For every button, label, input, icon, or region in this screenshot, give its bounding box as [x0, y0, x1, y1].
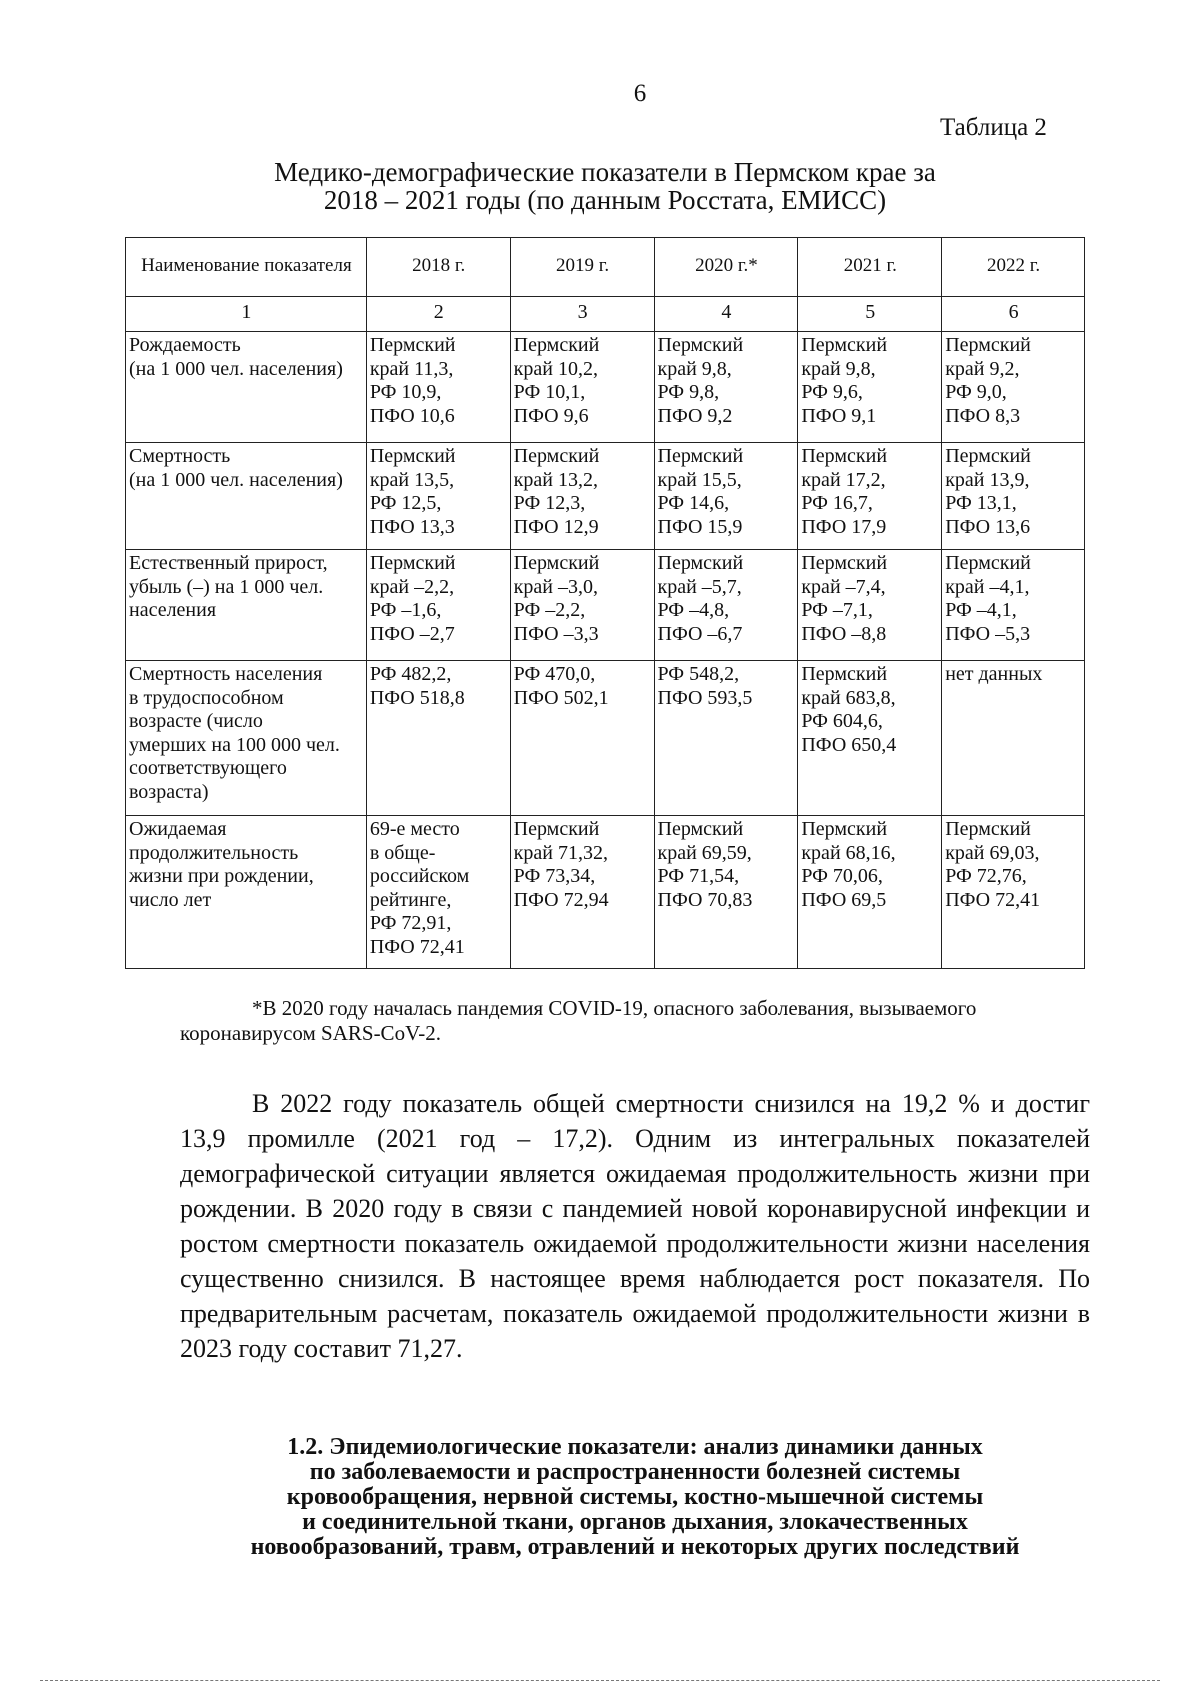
table-cell	[366, 443, 510, 550]
table-cell	[654, 332, 798, 443]
cell-line: ПФО 9,1	[801, 404, 877, 427]
cell-line: ПФО 9,6	[513, 404, 589, 427]
cell-line: Пермский	[513, 552, 600, 574]
cell-line: Смертность населения	[129, 663, 323, 685]
heading-line: новообразований, травм, отравлений и некоторых других последствий	[250, 1534, 1020, 1560]
table-cell	[654, 550, 798, 661]
cell-line: РФ 9,0,	[945, 381, 1007, 403]
table-row	[126, 443, 1085, 550]
table-row	[126, 550, 1085, 661]
cell-line: ПФО 17,9	[801, 515, 887, 538]
cell-line: ПФО –6,7	[657, 622, 743, 645]
cell-line: продолжительность	[129, 841, 299, 864]
cell-line: возраста)	[129, 780, 209, 803]
row-name	[126, 816, 367, 969]
cell-line: край –2,2,	[369, 575, 455, 598]
cell-line: Рождаемость	[129, 334, 241, 356]
cell-line: РФ 604,6,	[801, 710, 883, 732]
cell-line: РФ –4,8,	[657, 599, 730, 621]
cell-line: край 69,03,	[945, 841, 1040, 864]
cell-line: РФ –1,6,	[369, 599, 442, 621]
cell-line: РФ 71,54,	[657, 865, 740, 887]
table-cell	[366, 661, 510, 816]
cell-line: ПФО –2,7	[369, 622, 455, 645]
cell-line: Пермский	[369, 334, 456, 356]
cell-line: край 9,2,	[945, 357, 1020, 380]
cell-line: РФ –2,2,	[513, 599, 586, 621]
cell-line: нет данных	[945, 663, 1043, 685]
cell-line: край –4,1,	[945, 575, 1030, 598]
table-label: Таблица 2	[940, 114, 1047, 141]
cell-line: край 17,2,	[801, 468, 886, 491]
table-cell	[510, 661, 654, 816]
cell-line: Пермский	[513, 818, 600, 840]
table-cell	[798, 550, 942, 661]
cell-line: РФ 12,3,	[513, 492, 586, 514]
cell-line: Пермский	[945, 552, 1031, 574]
cell-line: в обще-	[369, 841, 436, 864]
table-row	[126, 816, 1085, 969]
cell-line: Ожидаемая	[129, 818, 227, 840]
table-row	[126, 332, 1085, 443]
table-cell	[366, 550, 510, 661]
cell-line: умерших на 100 000 чел.	[129, 733, 340, 756]
cell-line: РФ 16,7,	[801, 492, 873, 514]
cell-line: Пермский	[945, 334, 1031, 356]
cell-line: Пермский	[657, 818, 744, 840]
cell-line: край 10,2,	[513, 357, 598, 380]
header-year-2020: 2020 г.*	[654, 238, 798, 297]
cell-line: рейтинге,	[369, 888, 452, 911]
cell-line: возрасте (число	[129, 710, 263, 732]
table-cell	[798, 332, 942, 443]
table-cell	[654, 443, 798, 550]
heading-line: и соединительной ткани, органов дыхания, злокачественных	[302, 1509, 968, 1535]
cell-line: Пермский	[945, 818, 1031, 840]
cell-line: РФ 14,6,	[657, 492, 730, 514]
table-cell	[942, 332, 1085, 443]
column-number: 1	[126, 297, 367, 332]
cell-line: Пермский	[801, 445, 888, 467]
cell-line: край 9,8,	[801, 357, 876, 380]
table-cell	[942, 816, 1085, 969]
row-name	[126, 332, 367, 443]
cell-line: ПФО 518,8	[369, 686, 465, 709]
table-cell	[510, 332, 654, 443]
header-year-2019: 2019 г.	[510, 238, 654, 297]
header-year-2018: 2018 г.	[366, 238, 510, 297]
cell-line: Естественный прирост,	[129, 552, 328, 574]
cell-line: ПФО 69,5	[801, 888, 887, 911]
table-cell	[798, 443, 942, 550]
cell-line: населения	[129, 599, 217, 621]
cell-line: Пермский	[945, 445, 1031, 467]
table-footnote: *В 2020 году началась пандемия COVID-19, опасного заболевания, вызываемого коронавирусом SARS-CoV-2.	[180, 996, 977, 1045]
cell-line: край 69,59,	[657, 841, 752, 864]
cell-line: РФ 9,8,	[657, 381, 720, 403]
cell-line: край 13,5,	[369, 468, 455, 491]
cell-line: Пермский	[513, 334, 600, 356]
cell-line: РФ 10,9,	[369, 381, 442, 403]
cell-line: ПФО 15,9	[657, 515, 743, 538]
cell-line: РФ 548,2,	[657, 663, 740, 685]
cell-line: ПФО 593,5	[657, 686, 753, 709]
cell-line: Пермский	[657, 334, 744, 356]
cell-line: РФ 470,0,	[513, 663, 596, 685]
page-edge-divider	[40, 1680, 1160, 1681]
cell-line: ПФО 72,41	[945, 888, 1041, 911]
table-cell	[654, 816, 798, 969]
cell-line: ПФО –5,3	[945, 622, 1031, 645]
cell-line: Пермский	[801, 818, 888, 840]
column-number: 6	[942, 297, 1085, 332]
page-number: 6	[633, 80, 647, 107]
cell-line: ПФО 10,6	[369, 404, 455, 427]
heading-line: кровообращения, нервной системы, костно-мышечной системы	[286, 1484, 984, 1510]
cell-line: край 13,2,	[513, 468, 598, 491]
header-indicator-name: Наименование показателя	[126, 238, 367, 297]
header-year-2021: 2021 г.	[798, 238, 942, 297]
cell-line: РФ –7,1,	[801, 599, 873, 621]
cell-line: Пермский	[657, 445, 744, 467]
table-header-row	[126, 238, 1085, 297]
column-number-row	[126, 297, 1085, 332]
column-number: 3	[510, 297, 654, 332]
cell-line: Пермский	[513, 445, 600, 467]
table-cell	[366, 816, 510, 969]
table-cell	[366, 332, 510, 443]
cell-line: РФ 70,06,	[801, 865, 883, 887]
cell-line: Пермский	[801, 334, 888, 356]
cell-line: РФ –4,1,	[945, 599, 1017, 621]
table-row	[126, 661, 1085, 816]
cell-line: край 13,9,	[945, 468, 1030, 491]
cell-line: ПФО 72,41	[369, 935, 465, 958]
cell-line: ПФО 12,9	[513, 515, 599, 538]
cell-line: край 71,32,	[513, 841, 608, 864]
cell-line: ПФО 650,4	[801, 733, 897, 756]
cell-line: 69-е место	[369, 818, 460, 840]
table-cell	[942, 443, 1085, 550]
cell-line: Пермский	[369, 445, 456, 467]
cell-line: ПФО 13,3	[369, 515, 455, 538]
table-title: Медико-демографические показатели в Пермском крае за 2018 – 2021 годы (по данным Росстата, ЕМИСС)	[274, 157, 936, 215]
cell-line: в трудоспособном	[129, 686, 284, 709]
column-number: 2	[366, 297, 510, 332]
cell-line: РФ 13,1,	[945, 492, 1017, 514]
cell-line: РФ 72,76,	[945, 865, 1027, 887]
cell-line: РФ 73,34,	[513, 865, 596, 887]
cell-line: РФ 482,2,	[369, 663, 452, 685]
cell-line: РФ 9,6,	[801, 381, 863, 403]
cell-line: край –3,0,	[513, 575, 598, 598]
table-cell	[510, 816, 654, 969]
table-cell	[942, 661, 1085, 816]
column-number: 5	[798, 297, 942, 332]
cell-line: ПФО 72,94	[513, 888, 609, 911]
cell-line: РФ 10,1,	[513, 381, 586, 403]
body-paragraph: В 2022 году показатель общей смертности снизился на 19,2 % и достиг 13,9 промилле (2021 год – 17,2). Одним из интегральных показателей демографической ситуации является ожидаемая продолжительность жизни при рождении. В 2020 году в связи с пандемией новой коронавирусной инфекции и ростом смертности показатель ожидаемой продолжительности жизни населения существенно снизился. В настоящее время наблюдается рост показателя. По предварительным расчетам, показатель ожидаемой продолжительности жизни в 2023 году составит 71,27.	[180, 1089, 1090, 1363]
cell-line: (на 1 000 чел. населения)	[129, 357, 343, 380]
section-heading	[180, 1435, 1090, 1560]
header-year-2022: 2022 г.	[942, 238, 1085, 297]
cell-line: РФ 12,5,	[369, 492, 442, 514]
cell-line: Смертность	[129, 445, 231, 467]
cell-line: край –7,4,	[801, 575, 886, 598]
cell-line: Пермский	[369, 552, 456, 574]
cell-line: ПФО –8,8	[801, 622, 887, 645]
table-cell	[510, 443, 654, 550]
cell-line: ПФО 502,1	[513, 686, 609, 709]
cell-line: Пермский	[657, 552, 744, 574]
cell-line: РФ 72,91,	[369, 912, 452, 934]
table-cell	[798, 816, 942, 969]
cell-line: российском	[369, 865, 470, 887]
heading-line: 1.2. Эпидемиологические показатели: анализ динамики данных	[287, 1434, 983, 1460]
row-name	[126, 661, 367, 816]
cell-line: край –5,7,	[657, 575, 742, 598]
cell-line: край 68,16,	[801, 841, 896, 864]
column-number: 4	[654, 297, 798, 332]
table-cell	[798, 661, 942, 816]
cell-line: край 9,8,	[657, 357, 732, 380]
cell-line: соответствующего	[129, 757, 287, 779]
cell-line: край 683,8,	[801, 686, 896, 709]
cell-line: убыль (–) на 1 000 чел.	[129, 575, 324, 598]
cell-line: жизни при рождении,	[129, 865, 314, 887]
cell-line: край 15,5,	[657, 468, 742, 491]
cell-line: край 11,3,	[369, 357, 454, 380]
cell-line: ПФО 13,6	[945, 515, 1031, 538]
cell-line: Пермский	[801, 663, 888, 685]
row-name	[126, 550, 367, 661]
demographic-indicators-table	[125, 237, 1085, 969]
row-name	[126, 443, 367, 550]
table-cell	[510, 550, 654, 661]
table-cell	[942, 550, 1085, 661]
table-cell	[654, 661, 798, 816]
cell-line: Пермский	[801, 552, 888, 574]
heading-line: по заболеваемости и распространенности болезней системы	[309, 1459, 961, 1485]
cell-line: ПФО –3,3	[513, 622, 599, 645]
cell-line: ПФО 8,3	[945, 404, 1021, 427]
cell-line: ПФО 70,83	[657, 888, 753, 911]
cell-line: число лет	[129, 888, 212, 911]
cell-line: (на 1 000 чел. населения)	[129, 468, 343, 491]
cell-line: ПФО 9,2	[657, 404, 733, 427]
